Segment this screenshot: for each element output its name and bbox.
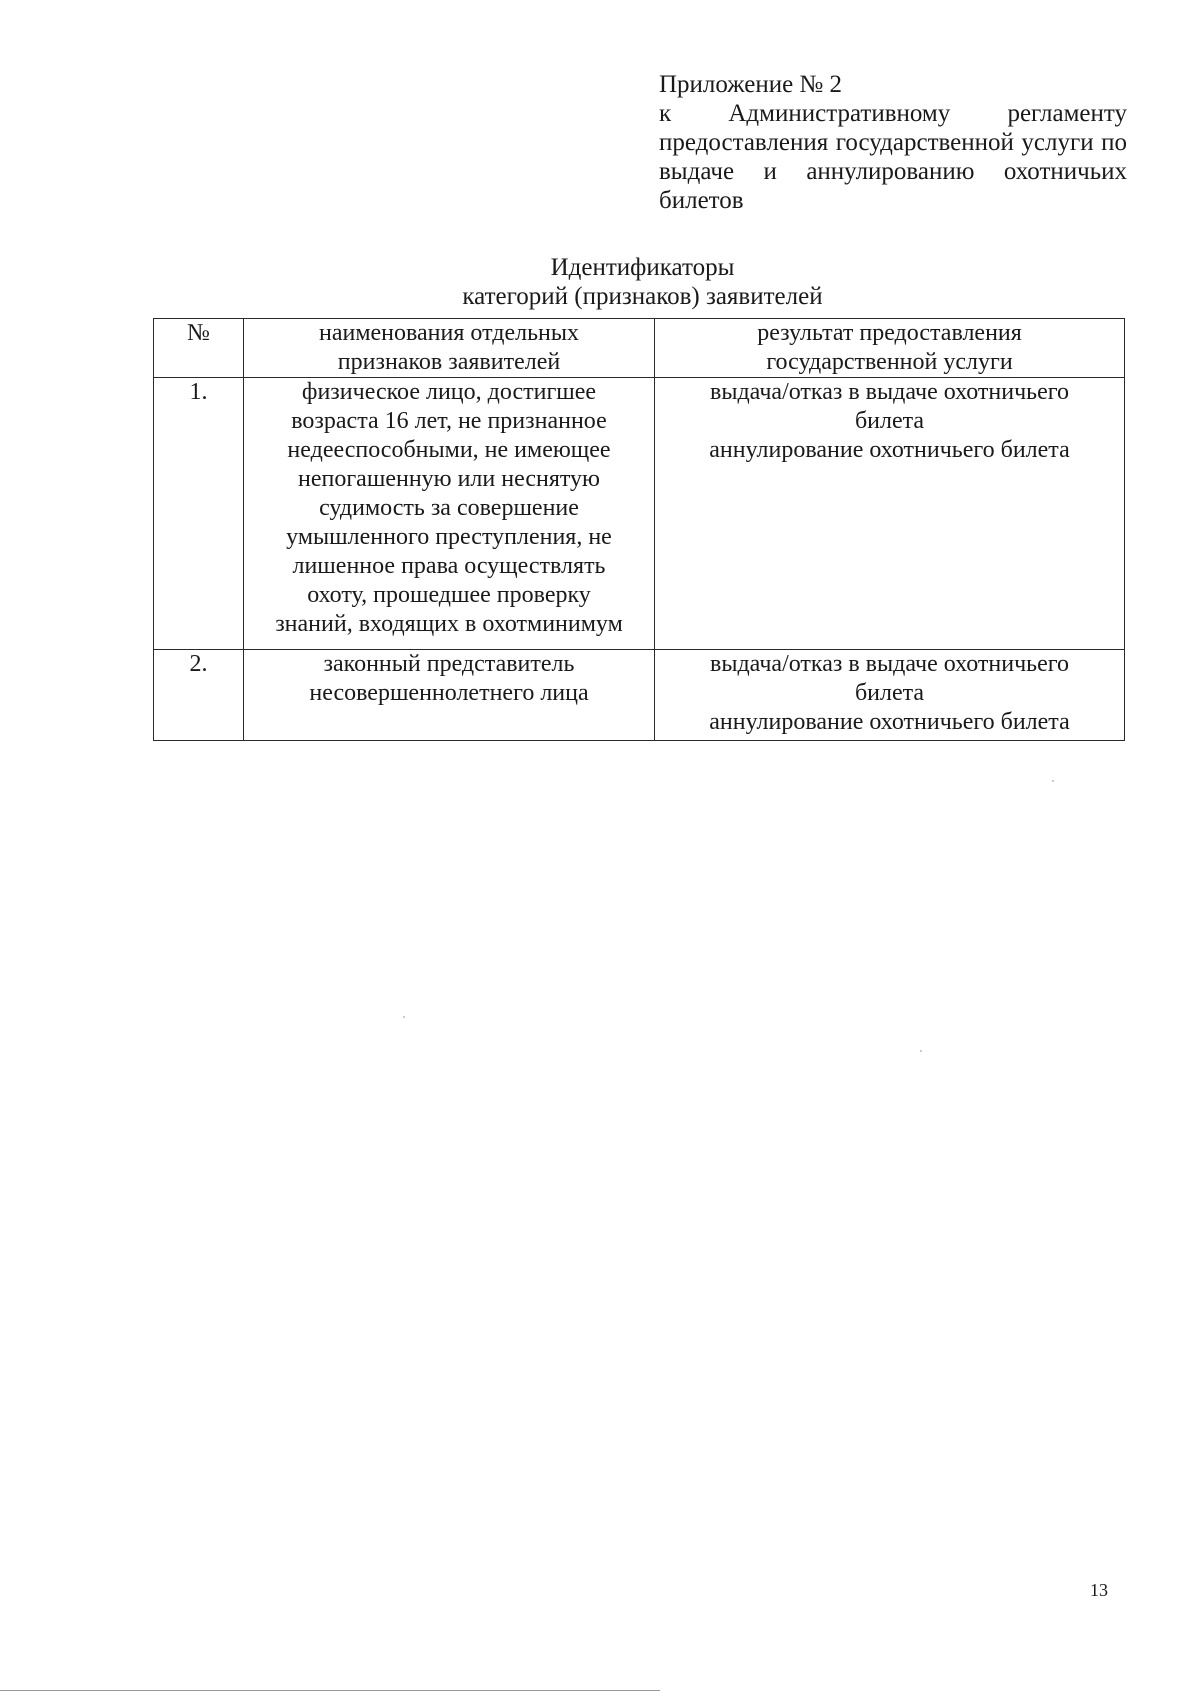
cell-line: билета bbox=[854, 408, 925, 434]
row-number: 1. bbox=[154, 378, 244, 650]
appendix-header bbox=[659, 70, 1127, 215]
header-line: признаков заявителей bbox=[337, 349, 561, 375]
cell-line: несовершеннолетнего лица bbox=[309, 680, 589, 706]
header-number: № bbox=[154, 319, 244, 378]
applicant-categories-table bbox=[153, 318, 1125, 741]
cell-line: судимость за совершение bbox=[319, 495, 579, 521]
cell-line: выдача/отказ в выдаче охотничьего bbox=[709, 379, 1070, 405]
row-attribute-name bbox=[244, 650, 655, 741]
cell-line: выдача/отказ в выдаче охотничьего bbox=[709, 651, 1070, 677]
scan-speck bbox=[1052, 780, 1054, 782]
cell-line: возраста 16 лет, не признанное bbox=[291, 408, 607, 434]
appendix-number: Приложение № 2 bbox=[659, 71, 843, 98]
cell-line: недееспособными, не имеющее bbox=[287, 437, 611, 463]
cell-line: законный представитель bbox=[323, 651, 575, 677]
cell-line: охоту, прошедшее проверку bbox=[307, 582, 591, 608]
row-service-result bbox=[655, 650, 1125, 741]
scan-speck bbox=[920, 1050, 922, 1052]
cell-line: умышленного преступления, не bbox=[286, 524, 612, 550]
cell-line: лишенное права осуществлять bbox=[292, 553, 606, 579]
table-header-row bbox=[154, 319, 1125, 378]
cell-line: знаний, входящих в охотминимум bbox=[275, 611, 623, 637]
header-attribute-name bbox=[244, 319, 655, 378]
cell-line: аннулирование охотничьего билета bbox=[709, 437, 1070, 463]
row-number: 2. bbox=[154, 650, 244, 741]
row-attribute-name bbox=[244, 378, 655, 650]
header-line: государственной услуги bbox=[766, 349, 1013, 375]
cell-line: билета bbox=[854, 680, 925, 706]
header-service-result bbox=[655, 319, 1125, 378]
document-title-line-2: категорий (признаков) заявителей bbox=[462, 283, 823, 310]
page-number: 13 bbox=[1090, 1580, 1108, 1600]
cell-line: физическое лицо, достигшее bbox=[301, 379, 597, 405]
appendix-reference: к Административному регламенту предоставления государственной услуги по выдаче и аннулированию охотничьих билетов bbox=[659, 100, 1127, 214]
cell-line: непогашенную или неснятую bbox=[298, 466, 600, 492]
cell-line: аннулирование охотничьего билета bbox=[709, 709, 1070, 735]
header-line: наименования отдельных bbox=[318, 320, 580, 346]
scan-edge-line bbox=[0, 1690, 660, 1691]
row-service-result bbox=[655, 378, 1125, 650]
header-line: результат предоставления bbox=[757, 320, 1022, 346]
table-row bbox=[154, 378, 1125, 650]
document-title bbox=[150, 253, 1135, 311]
table-row bbox=[154, 650, 1125, 741]
scan-speck bbox=[403, 1016, 405, 1018]
document-title-line-1: Идентификаторы bbox=[550, 254, 735, 281]
